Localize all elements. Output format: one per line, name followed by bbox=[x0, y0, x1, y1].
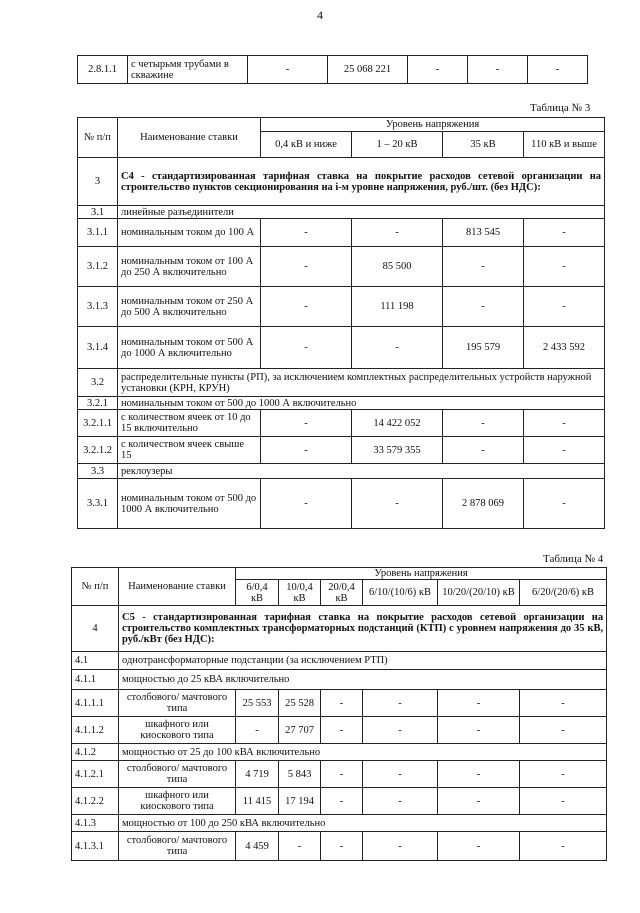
value-cell: - bbox=[528, 56, 588, 84]
value-cell: - bbox=[352, 479, 443, 529]
value-cell: 195 579 bbox=[443, 327, 524, 369]
table-row bbox=[72, 652, 607, 670]
value-cell: - bbox=[438, 832, 520, 861]
row-number: 3.3 bbox=[78, 464, 118, 479]
row-number: 4.1 bbox=[72, 652, 119, 670]
table-row bbox=[72, 717, 607, 744]
value-cell: - bbox=[524, 410, 605, 437]
rate-name: с четырьмя трубами в скважине bbox=[128, 56, 248, 84]
value-cell: - bbox=[352, 219, 443, 247]
value-cell: - bbox=[524, 287, 605, 327]
value-cell: - bbox=[279, 832, 321, 861]
row-number: 3.1.2 bbox=[78, 247, 118, 287]
subsection-title: мощностью до 25 кВА включительно bbox=[119, 670, 607, 690]
value-cell: - bbox=[520, 690, 607, 717]
table-3 bbox=[77, 117, 605, 529]
row-number: 3.1.3 bbox=[78, 287, 118, 327]
value-cell: 17 194 bbox=[279, 788, 321, 815]
subsection-title: мощностью от 100 до 250 кВА включительно bbox=[119, 815, 607, 832]
value-cell: - bbox=[248, 56, 328, 84]
value-cell: - bbox=[236, 717, 279, 744]
value-cell: 85 500 bbox=[352, 247, 443, 287]
rate-name: номинальным током от 100 А до 250 А включительно bbox=[118, 247, 261, 287]
value-cell: - bbox=[438, 690, 520, 717]
rate-name: номинальным током от 500 А до 1000 А включительно bbox=[118, 327, 261, 369]
row-number: 3.1.4 bbox=[78, 327, 118, 369]
value-cell: - bbox=[443, 287, 524, 327]
value-cell: 25 553 bbox=[236, 690, 279, 717]
rate-name: шкафного или киоскового типа bbox=[119, 717, 236, 744]
value-cell: - bbox=[520, 832, 607, 861]
value-cell: - bbox=[363, 788, 438, 815]
row-number: 4.1.3.1 bbox=[72, 832, 119, 861]
row-number: 4.1.2 bbox=[72, 744, 119, 761]
header-col: 6/20/(20/6) кВ bbox=[520, 580, 607, 606]
header-voltage-level: Уровень напряжения bbox=[261, 118, 605, 132]
rate-name: номинальным током от 500 до 1000 А включительно bbox=[118, 479, 261, 529]
value-cell: 2 433 592 bbox=[524, 327, 605, 369]
value-cell: 25 068 221 bbox=[328, 56, 408, 84]
table-row bbox=[72, 690, 607, 717]
rate-name: столбового/ мачтового типа bbox=[119, 832, 236, 861]
rate-name: номинальным током от 250 А до 500 А включительно bbox=[118, 287, 261, 327]
rate-name: столбового/ мачтового типа bbox=[119, 690, 236, 717]
header-number: № п/п bbox=[72, 568, 119, 606]
table-row bbox=[78, 219, 605, 247]
header-col: 10/0,4 кВ bbox=[279, 580, 321, 606]
table-header-row bbox=[78, 118, 605, 132]
value-cell: - bbox=[524, 479, 605, 529]
value-cell: - bbox=[438, 717, 520, 744]
table-row bbox=[78, 464, 605, 479]
subsection-title: линейные разъединители bbox=[118, 206, 605, 219]
table-row bbox=[72, 744, 607, 761]
value-cell: - bbox=[261, 479, 352, 529]
table-row bbox=[78, 369, 605, 397]
table-row bbox=[78, 327, 605, 369]
value-cell: - bbox=[443, 437, 524, 464]
rate-name: номинальным током до 100 А bbox=[118, 219, 261, 247]
row-number: 4.1.2.2 bbox=[72, 788, 119, 815]
header-col: 1 – 20 кВ bbox=[352, 132, 443, 158]
row-number: 4 bbox=[72, 606, 119, 652]
row-number: 3.2.1.1 bbox=[78, 410, 118, 437]
row-number: 3.3.1 bbox=[78, 479, 118, 529]
value-cell: - bbox=[524, 437, 605, 464]
value-cell: 33 579 355 bbox=[352, 437, 443, 464]
value-cell: - bbox=[438, 761, 520, 788]
value-cell: 14 422 052 bbox=[352, 410, 443, 437]
table-4-caption: Таблица № 4 bbox=[543, 553, 604, 565]
subsection-title: однотрансформаторные подстанции (за исключением РТП) bbox=[119, 652, 607, 670]
value-cell: - bbox=[443, 247, 524, 287]
value-cell: - bbox=[363, 832, 438, 861]
value-cell: - bbox=[261, 219, 352, 247]
row-number: 3.1.1 bbox=[78, 219, 118, 247]
value-cell: 11 415 bbox=[236, 788, 279, 815]
value-cell: - bbox=[408, 56, 468, 84]
row-number: 3.2.1 bbox=[78, 397, 118, 410]
subsection-title: реклоузеры bbox=[118, 464, 605, 479]
table-3-caption: Таблица № 3 bbox=[530, 102, 591, 114]
value-cell: - bbox=[321, 832, 363, 861]
section-row bbox=[72, 606, 607, 652]
value-cell: - bbox=[524, 247, 605, 287]
table-4 bbox=[71, 567, 607, 861]
rate-name: шкафного или киоскового типа bbox=[119, 788, 236, 815]
header-col: 35 кВ bbox=[443, 132, 524, 158]
value-cell: 4 459 bbox=[236, 832, 279, 861]
value-cell: - bbox=[352, 327, 443, 369]
header-number: № п/п bbox=[78, 118, 118, 158]
header-col: 10/20/(20/10) кВ bbox=[438, 580, 520, 606]
header-col: 110 кВ и выше bbox=[524, 132, 605, 158]
value-cell: - bbox=[363, 717, 438, 744]
table-row bbox=[72, 761, 607, 788]
row-number: 3 bbox=[78, 158, 118, 206]
table-row bbox=[78, 287, 605, 327]
value-cell: 2 878 069 bbox=[443, 479, 524, 529]
value-cell: - bbox=[520, 761, 607, 788]
rate-name: с количеством ячеек свыше 15 bbox=[118, 437, 261, 464]
value-cell: 4 719 bbox=[236, 761, 279, 788]
row-number: 2.8.1.1 bbox=[78, 56, 128, 84]
rate-name: столбового/ мачтового типа bbox=[119, 761, 236, 788]
row-number: 4.1.2.1 bbox=[72, 761, 119, 788]
header-col: 6/10/(10/6) кВ bbox=[363, 580, 438, 606]
value-cell: - bbox=[321, 690, 363, 717]
row-number: 4.1.3 bbox=[72, 815, 119, 832]
rate-name: с количеством ячеек от 10 до 15 включительно bbox=[118, 410, 261, 437]
row-number: 4.1.1 bbox=[72, 670, 119, 690]
row-number: 3.2.1.2 bbox=[78, 437, 118, 464]
subsection-title: номинальным током от 500 до 1000 А включительно bbox=[118, 397, 605, 410]
value-cell: - bbox=[261, 247, 352, 287]
value-cell: 813 545 bbox=[443, 219, 524, 247]
value-cell: 111 198 bbox=[352, 287, 443, 327]
table-row bbox=[72, 670, 607, 690]
row-number: 3.2 bbox=[78, 369, 118, 397]
subsection-title: распределительные пункты (РП), за исключением комплектных распределительных устройств наружной установки (КРН, КРУН) bbox=[118, 369, 605, 397]
row-number: 4.1.1.1 bbox=[72, 690, 119, 717]
table-row bbox=[78, 56, 588, 84]
header-col: 20/0,4 кВ bbox=[321, 580, 363, 606]
table-row bbox=[78, 479, 605, 529]
value-cell: - bbox=[524, 219, 605, 247]
value-cell: - bbox=[468, 56, 528, 84]
table-row bbox=[72, 832, 607, 861]
table-row bbox=[72, 788, 607, 815]
section-title: С4 - стандартизированная тарифная ставка на покрытие расходов сетевой организации на строительство пунктов секционирования на i-м уровне напряжения, руб./шт. (без НДС): bbox=[118, 158, 605, 206]
value-cell: 5 843 bbox=[279, 761, 321, 788]
table-row bbox=[72, 815, 607, 832]
value-cell: - bbox=[321, 761, 363, 788]
value-cell: - bbox=[363, 690, 438, 717]
table-row bbox=[78, 397, 605, 410]
continued-table bbox=[77, 55, 588, 84]
subsection-title: мощностью от 25 до 100 кВА включительно bbox=[119, 744, 607, 761]
value-cell: - bbox=[261, 327, 352, 369]
value-cell: - bbox=[443, 410, 524, 437]
value-cell: - bbox=[520, 788, 607, 815]
section-title: С5 - стандартизированная тарифная ставка на покрытие расходов сетевой организации на строительство комплектных трансформаторных подстанций (КТП) с уровнем напряжения до 35 кВ, руб./кВт (без НДС): bbox=[119, 606, 607, 652]
table-header-row bbox=[72, 568, 607, 580]
value-cell: - bbox=[363, 761, 438, 788]
header-name: Наименование ставки bbox=[119, 568, 236, 606]
section-row bbox=[78, 158, 605, 206]
header-name: Наименование ставки bbox=[118, 118, 261, 158]
value-cell: - bbox=[261, 287, 352, 327]
header-voltage-level: Уровень напряжения bbox=[236, 568, 607, 580]
page-number: 4 bbox=[317, 8, 323, 22]
value-cell: - bbox=[438, 788, 520, 815]
value-cell: - bbox=[321, 788, 363, 815]
header-col: 6/0,4 кВ bbox=[236, 580, 279, 606]
value-cell: 25 528 bbox=[279, 690, 321, 717]
header-col: 0,4 кВ и ниже bbox=[261, 132, 352, 158]
row-number: 4.1.1.2 bbox=[72, 717, 119, 744]
value-cell: - bbox=[321, 717, 363, 744]
table-row bbox=[78, 206, 605, 219]
value-cell: - bbox=[261, 437, 352, 464]
table-row bbox=[78, 410, 605, 437]
value-cell: 27 707 bbox=[279, 717, 321, 744]
table-row bbox=[78, 437, 605, 464]
value-cell: - bbox=[520, 717, 607, 744]
row-number: 3.1 bbox=[78, 206, 118, 219]
table-row bbox=[78, 247, 605, 287]
value-cell: - bbox=[261, 410, 352, 437]
